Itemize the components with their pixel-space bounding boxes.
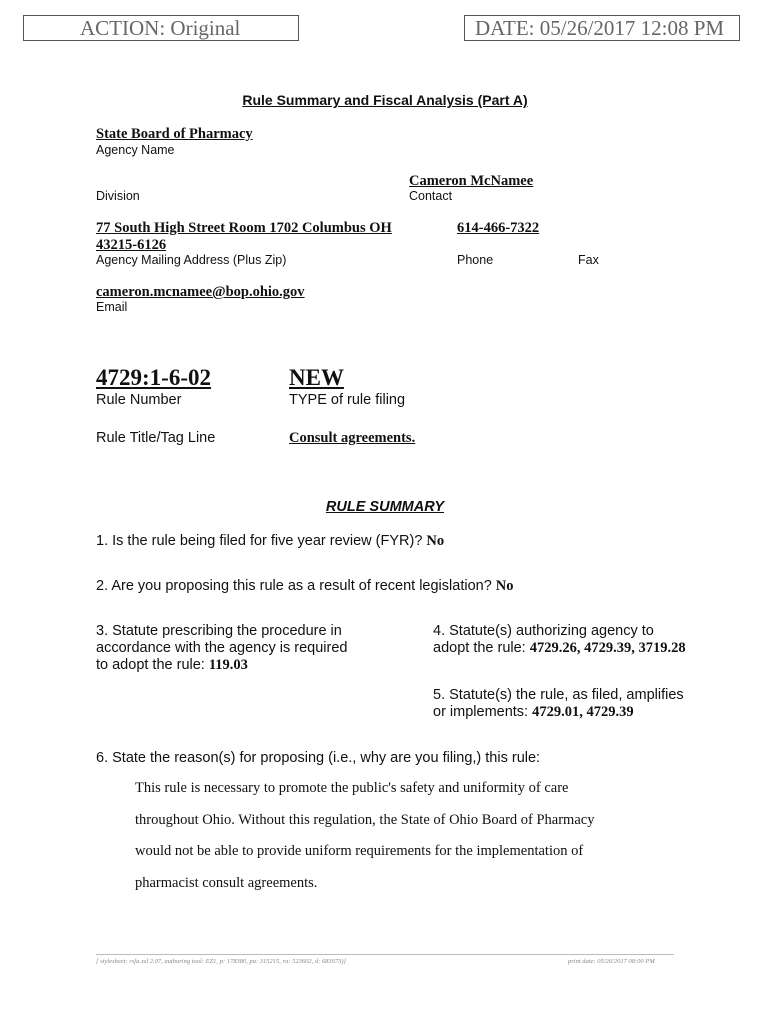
question-3-line3: to adopt the rule: <box>96 657 205 673</box>
date-box <box>464 15 740 41</box>
question-4 <box>433 623 686 657</box>
phone-value: 614-466-7322 <box>457 220 540 236</box>
reason-line: This rule is necessary to promote the public's safety and uniformity of care <box>135 780 569 796</box>
reason-text <box>135 779 695 905</box>
question-3-line1: 3. Statute prescribing the procedure in <box>96 623 342 639</box>
question-6: 6. State the reason(s) for proposing (i.e., why are you filing,) this rule: <box>96 750 541 766</box>
address-line2: 43215-6126 <box>96 237 167 253</box>
division-label: Division <box>96 189 140 203</box>
answer-1: No <box>426 533 445 549</box>
answer-3: 119.03 <box>208 657 248 673</box>
rule-number-label: Rule Number <box>96 392 182 408</box>
email-label: Email <box>96 300 128 314</box>
question-5 <box>433 687 684 721</box>
footer-stylesheet-info: [ stylesheet: rsfa.xsl 2.07, authoring tool: EZ1, p: 178380, pa: 315215, ra: 523602, d: 683073)] <box>96 958 347 965</box>
rule-number: 4729:1-6-02 <box>96 365 211 390</box>
rule-type-label: TYPE of rule filing <box>289 392 406 408</box>
reason-line: would not be able to provide uniform requirements for the implementation of <box>135 843 584 859</box>
contact-name: Cameron McNamee <box>409 173 534 189</box>
footer-divider <box>96 954 674 955</box>
rule-title: Consult agreements. <box>289 430 416 446</box>
address-line1: 77 South High Street Room 1702 Columbus OH <box>96 220 392 236</box>
agency-name: State Board of Pharmacy <box>96 126 253 142</box>
question-2 <box>96 578 514 595</box>
question-2-text: 2. Are you proposing this rule as a result of recent legislation? <box>96 578 492 594</box>
action-box <box>23 15 299 41</box>
question-3 <box>96 623 347 674</box>
agency-name-label: Agency Name <box>96 143 175 157</box>
answer-2: No <box>495 578 514 594</box>
address-label: Agency Mailing Address (Plus Zip) <box>96 253 287 267</box>
action-label: ACTION: Original <box>80 16 241 40</box>
page-title: Rule Summary and Fiscal Analysis (Part A) <box>242 92 528 108</box>
question-4-line1: 4. Statute(s) authorizing agency to <box>433 623 654 639</box>
question-3-line2: accordance with the agency is required <box>96 640 348 656</box>
reason-line: pharmacist consult agreements. <box>135 874 318 891</box>
phone-label: Phone <box>457 253 494 267</box>
fax-label: Fax <box>578 253 599 267</box>
footer-print-date: print date: 05/26/2017 08:00 PM <box>568 958 655 965</box>
answer-5: 4729.01, 4729.39 <box>532 704 634 720</box>
question-5-line1: 5. Statute(s) the rule, as filed, amplifies <box>433 687 684 703</box>
question-1 <box>96 533 444 550</box>
date-label: DATE: 05/26/2017 12:08 PM <box>475 16 725 40</box>
rule-type: NEW <box>289 365 344 390</box>
rule-title-label: Rule Title/Tag Line <box>96 430 216 446</box>
question-1-text: 1. Is the rule being filed for five year review (FYR)? <box>96 533 423 549</box>
contact-label: Contact <box>409 189 453 203</box>
reason-line: throughout Ohio. Without this regulation, the State of Ohio Board of Pharmacy <box>135 811 595 828</box>
question-4-line2: adopt the rule: <box>433 640 526 656</box>
rule-summary-heading: RULE SUMMARY <box>325 499 445 515</box>
email-value: cameron.mcnamee@bop.ohio.gov <box>96 284 305 300</box>
question-5-line2: or implements: <box>433 704 529 720</box>
answer-4: 4729.26, 4729.39, 3719.28 <box>529 640 686 656</box>
